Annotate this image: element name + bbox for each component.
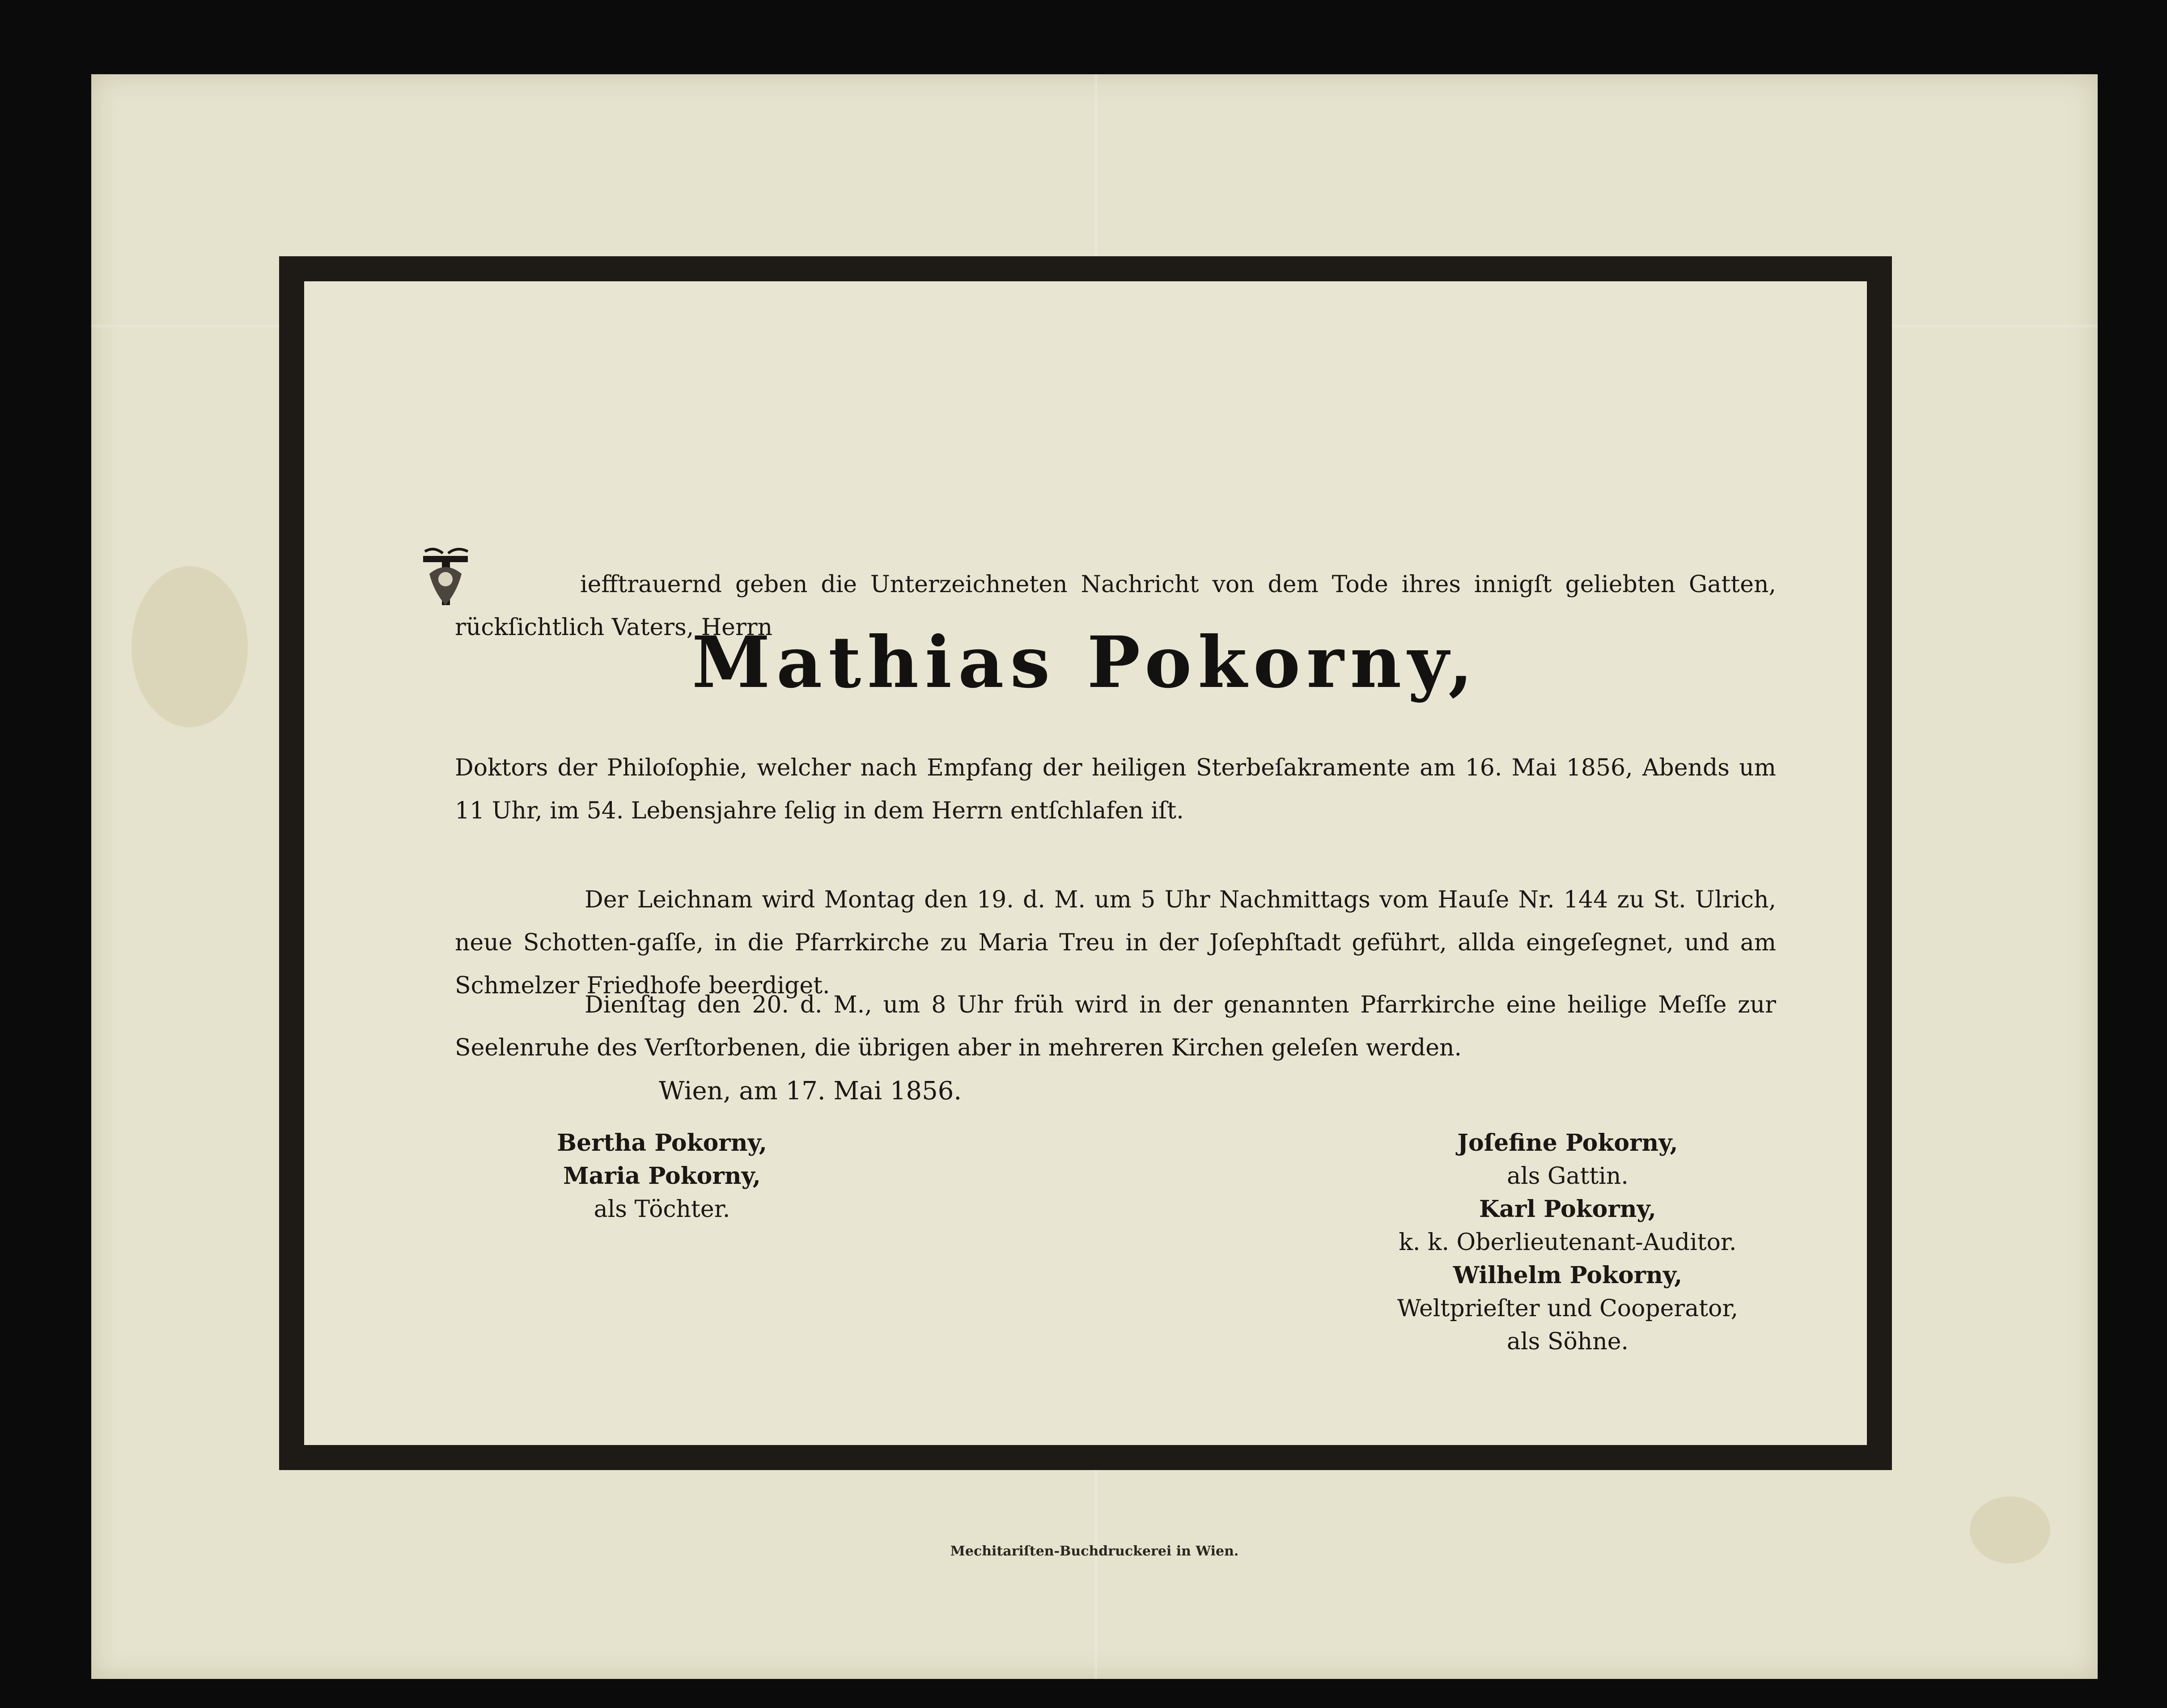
mourning-border [279,256,1892,1470]
signatory-role: k. k. Oberlieutenant-Auditor. [1399,1229,1737,1256]
printer-imprint: Mechitariſten-Buchdruckerei in Wien. [950,1543,1239,1559]
signatory-role: als Töchter. [594,1196,730,1223]
signatories-daughters [537,1127,787,1226]
intro-paragraph: iefftrauernd geben die Unterzeichneten Nachricht von dem Tode ihres innigſt geliebten Gatten, rückſichtlich Vaters, Herrn [455,571,1776,641]
place-date: Wien, am 17. Mai 1856. [659,1077,962,1106]
signatory-name: Joſefine Pokorny, [1457,1129,1678,1157]
signatory-role: Weltprieſter und Cooperator, [1397,1295,1739,1322]
signatory-name: Karl Pokorny, [1479,1195,1656,1223]
signatories-wife-sons [1333,1127,1802,1358]
signatory-name: Bertha Pokorny, [557,1129,767,1157]
paper-stain [131,566,248,727]
paragraph-funeral: Der Leichnam wird Montag den 19. d. M. um 5 Uhr Nachmittags vom Hauſe Nr. 144 zu St. Ulrich, neue Schotten-gaſſe, in die Pfarrkirche zu Maria Treu in der Joſephſtadt geführt, allda eingeſegnet, und am Schmelzer Friedhofe beerdiget. [455,886,1776,999]
signatory-role: als Söhne. [1506,1328,1629,1355]
paragraph-mass: Dienſtag den 20. d. M., um 8 Uhr früh wird in der genannten Pfarrkirche eine heilige Meſſe zur Seelenruhe des Verſtorbenen, die übrigen aber in mehreren Kirchen geleſen werden. [455,992,1776,1061]
signatory-role: als Gattin. [1507,1163,1628,1190]
paragraph-death: Doktors der Philoſophie, welcher nach Empfang der heiligen Sterbeſakramente am 16. Mai 1856, Abends um 11 Uhr, im 54. Lebensjahre ſelig in dem Herrn entſchlafen iſt. [455,754,1776,824]
signatory-name: Wilhelm Pokorny, [1453,1262,1683,1289]
deceased-name: Mathias Pokorny, [691,621,1480,704]
signatory-name: Maria Pokorny, [563,1162,761,1190]
notice-sheet [91,74,2098,1679]
